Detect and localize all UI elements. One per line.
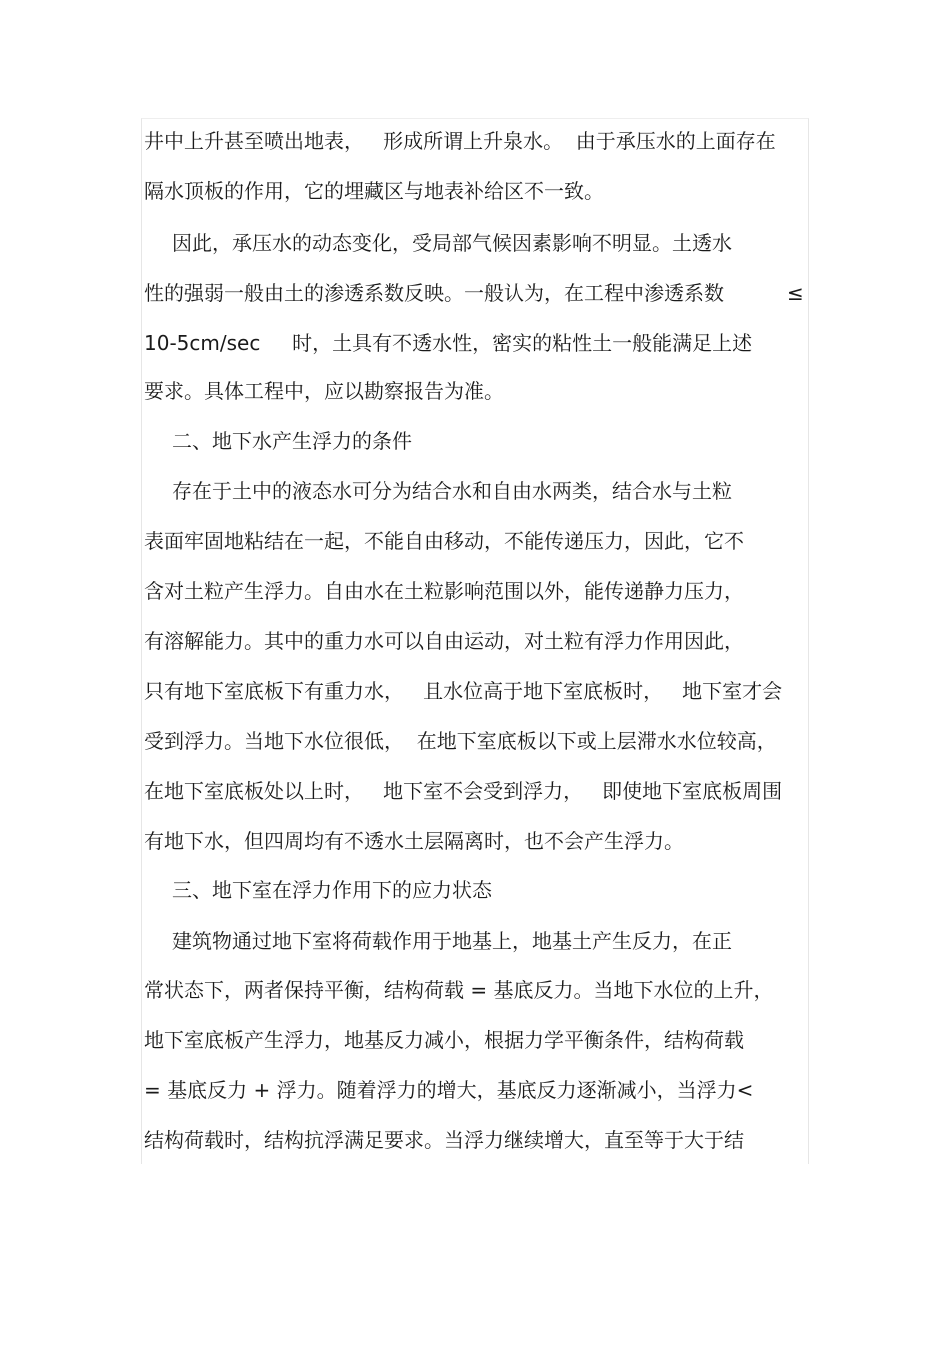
text-line-18: 常状态下，两者保持平衡，结构荷载 = 基底反力。当地下水位的上升， <box>144 978 774 1002</box>
text-line-1: 井中上升甚至喷出地表， 形成所谓上升泉水。 由于承压水的上面存在 <box>144 129 776 153</box>
text-line-4: 性的强弱一般由土的渗透系数反映。一般认为，在工程中渗透系数 <box>144 281 724 305</box>
text-line-3: 因此，承压水的动态变化，受局部气候因素影响不明显。土透水 <box>172 231 732 255</box>
less-equal-symbol: ≤ <box>787 281 804 305</box>
text-line-21: 结构荷载时，结构抗浮满足要求。当浮力继续增大，直至等于大于结 <box>144 1128 744 1152</box>
text-line-8: 存在于土中的液态水可分为结合水和自由水两类，结合水与土粒 <box>172 479 732 503</box>
text-line-10: 含对土粒产生浮力。自由水在土粒影响范围以外，能传递静力压力， <box>144 579 744 603</box>
text-line-19: 地下室底板产生浮力，地基反力减小，根据力学平衡条件，结构荷载 <box>144 1028 744 1052</box>
text-line-20: = 基底反力 + 浮力。随着浮力的增大，基底反力逐渐减小，当浮力< <box>144 1078 754 1102</box>
text-line-6: 要求。具体工程中，应以勘察报告为准。 <box>144 379 504 403</box>
text-line-5: 10-5cm/sec 时，土具有不透水性，密实的粘性土一般能满足上述 <box>144 331 753 355</box>
text-line-13: 受到浮力。当地下水位很低， 在地下室底板以下或上层滞水水位较高， <box>144 729 777 753</box>
text-line-15: 有地下水，但四周均有不透水土层隔离时，也不会产生浮力。 <box>144 829 684 853</box>
section-heading-2: 二、地下水产生浮力的条件 <box>172 429 412 453</box>
text-line-9: 表面牢固地粘结在一起，不能自由移动，不能传递压力，因此，它不 <box>144 529 744 553</box>
section-heading-3: 三、地下室在浮力作用下的应力状态 <box>172 878 492 902</box>
text-line-2: 隔水顶板的作用，它的埋藏区与地表补给区不一致。 <box>144 179 604 203</box>
text-line-14: 在地下室底板处以上时， 地下室不会受到浮力， 即使地下室底板周围 <box>144 779 783 803</box>
text-line-12: 只有地下室底板下有重力水， 且水位高于地下室底板时， 地下室才会 <box>144 679 783 703</box>
text-line-17: 建筑物通过地下室将荷载作用于地基上，地基土产生反力，在正 <box>172 929 732 953</box>
text-line-11: 有溶解能力。其中的重力水可以自由运动，对土粒有浮力作用因此， <box>144 629 744 653</box>
